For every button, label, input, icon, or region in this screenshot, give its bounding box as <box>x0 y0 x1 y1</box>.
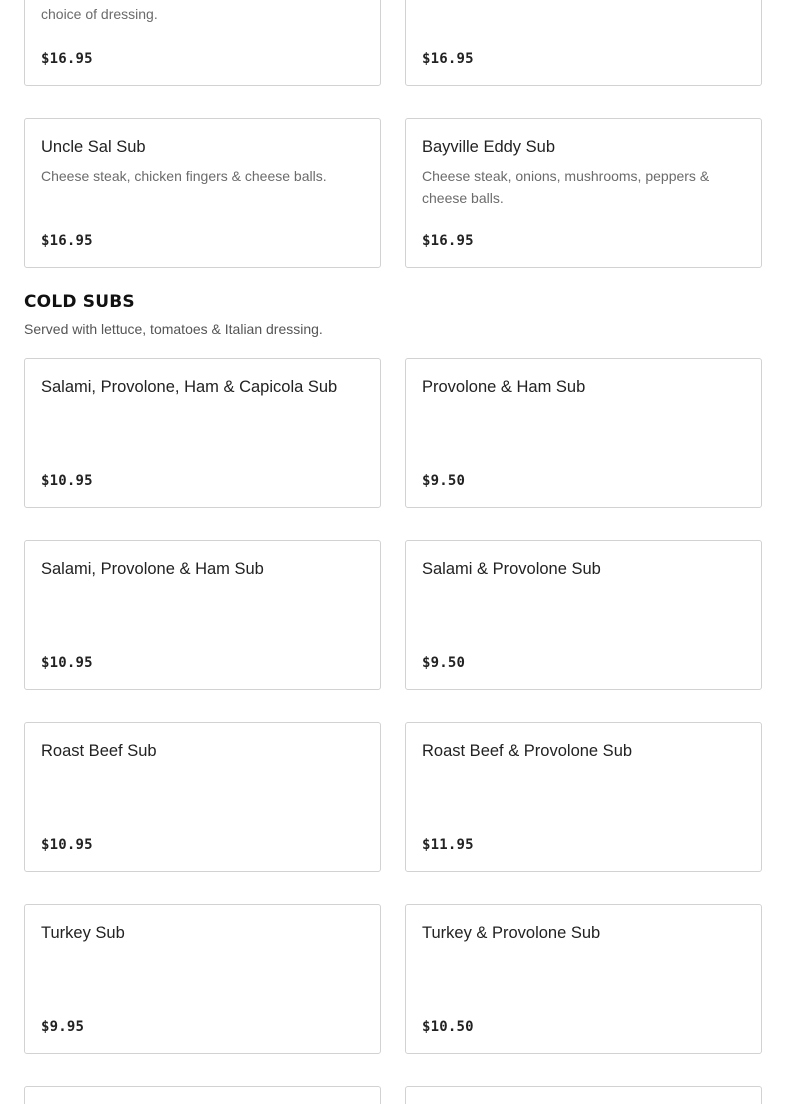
menu-item-price: $16.95 <box>422 51 474 67</box>
menu-item-price: $9.50 <box>422 473 466 489</box>
menu-item-name: Salami, Provolone, Ham & Capicola Sub <box>41 378 338 396</box>
menu-item-card[interactable] <box>405 540 762 690</box>
menu-item-card[interactable] <box>405 904 762 1054</box>
menu-item-description: choice of dressing. <box>41 6 158 22</box>
menu-item-card[interactable] <box>405 358 762 508</box>
menu-item-card[interactable] <box>24 118 381 268</box>
menu-item-card[interactable] <box>24 540 381 690</box>
menu-item-card[interactable] <box>24 0 381 86</box>
menu-item-price: $16.95 <box>41 51 93 67</box>
menu-item-card[interactable] <box>405 722 762 872</box>
menu-item-card[interactable] <box>24 1086 381 1104</box>
menu-item-price: $16.95 <box>41 233 93 249</box>
menu-item-name: Uncle Sal Sub <box>41 138 146 156</box>
menu-item-card[interactable] <box>405 118 762 268</box>
menu-item-name: Roast Beef & Provolone Sub <box>422 742 633 760</box>
menu-item-card[interactable] <box>24 358 381 508</box>
section-title: COLD SUBS <box>24 292 135 312</box>
menu-item-card[interactable] <box>24 904 381 1054</box>
menu-item-name: Salami & Provolone Sub <box>422 560 601 578</box>
menu-item-card[interactable] <box>405 1086 762 1104</box>
menu-item-name: Provolone & Ham Sub <box>422 378 586 396</box>
section-description: Served with lettuce, tomatoes & Italian dressing. <box>24 321 323 337</box>
menu-item-name: Turkey & Provolone Sub <box>422 924 601 942</box>
menu-item-name: Salami, Provolone & Ham Sub <box>41 560 264 578</box>
menu-item-name: Turkey Sub <box>41 924 125 942</box>
menu-item-price: $10.50 <box>422 1019 474 1035</box>
menu-item-price: $9.95 <box>41 1019 85 1035</box>
menu-item-name: Roast Beef Sub <box>41 742 157 760</box>
menu-item-price: $10.95 <box>41 837 93 853</box>
menu-item-price: $16.95 <box>422 233 474 249</box>
menu-item-card[interactable] <box>405 0 762 86</box>
menu-item-price: $10.95 <box>41 655 93 671</box>
menu-item-price: $11.95 <box>422 837 474 853</box>
menu-item-description: Cheese steak, chicken fingers & cheese balls. <box>41 168 327 184</box>
menu-item-name: Bayville Eddy Sub <box>422 138 555 156</box>
menu-item-description: Cheese steak, onions, mushrooms, peppers & cheese balls. <box>422 168 710 206</box>
menu-item-card[interactable] <box>24 722 381 872</box>
menu-item-price: $10.95 <box>41 473 93 489</box>
menu-item-price: $9.50 <box>422 655 466 671</box>
